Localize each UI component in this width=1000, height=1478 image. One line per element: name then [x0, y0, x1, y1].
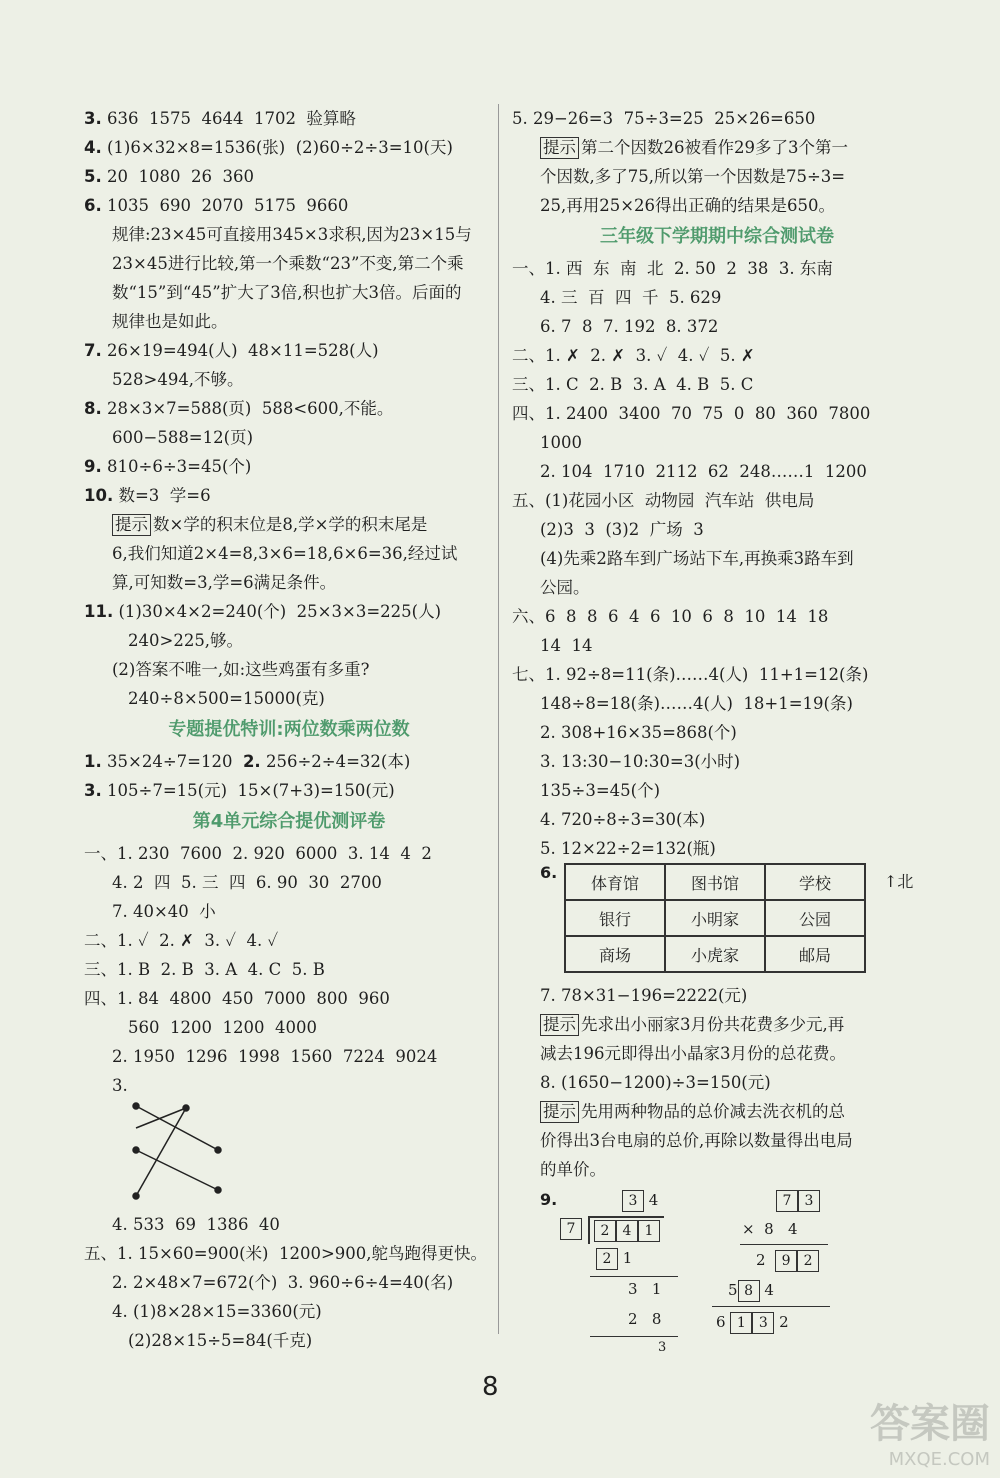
answer-line: 一、1. 西 东 南 北 2. 50 2 38 3. 东南 — [512, 259, 833, 278]
answer-line: 价得出3台电扇的总价,再除以数量得出电局 — [540, 1131, 853, 1150]
answer-line: 11. (1)30×4×2=240(个) 25×3×3=225(人) — [84, 602, 442, 621]
q6-rule-line: 规律:23×45可直接用345×3求积,因为23×15与 — [112, 225, 472, 244]
answer-line: 4. 2 四 5. 三 四 6. 90 30 2700 — [112, 873, 382, 892]
answer-line: 6. 7 8 7. 192 8. 372 — [540, 317, 719, 336]
answer-line: 三、1. B 2. B 3. A 4. C 5. B — [84, 960, 325, 979]
answer-line: (4)先乘2路车到广场站下车,再换乘3路车到 — [540, 549, 854, 568]
answer-line: 4. (1)8×28×15=3360(元) — [112, 1302, 322, 1321]
answer-line: 240÷8×500=15000(克) — [128, 689, 325, 708]
section-heading: 第4单元综合提优测评卷 — [192, 811, 386, 832]
watermark-logo: 答案圈 MXQE.COM — [870, 1400, 990, 1470]
diagram-line — [136, 1150, 218, 1190]
answer-line: 五、1. 15×60=900(米) 1200>900,鸵鸟跑得更快。 — [84, 1244, 488, 1263]
hint-label: 提示 — [540, 1101, 579, 1123]
answer-line: 600−588=12(页) — [112, 428, 254, 447]
map-table: 体育馆 图书馆 学校 银行 小明家 公园 商场 小虎家 邮局 — [564, 863, 866, 973]
diagram-point — [133, 1147, 139, 1153]
right-column — [512, 104, 922, 1370]
answer-line: 5. 20 1080 26 360 — [84, 167, 254, 186]
page-number: 8 — [482, 1372, 499, 1402]
answer-line: 7. 78×31−196=2222(元) — [540, 986, 748, 1005]
answer-line: 9. 810÷6÷3=45(个) — [84, 457, 252, 476]
diagram-point — [215, 1147, 221, 1153]
map-block: 6. 体育馆 图书馆 学校 银行 小明家 公园 商场 小虎家 邮局 ↑北 — [512, 863, 922, 981]
answer-line: 5. 29−26=3 75÷3=25 25×26=650 — [512, 109, 816, 128]
answer-line: 135÷3=45(个) — [540, 781, 661, 800]
answer-line: 1. 35×24÷7=120 2. 256÷2÷4=32(本) — [84, 752, 411, 771]
answer-line: 1000 — [540, 433, 582, 452]
answer-line: 2. 104 1710 2112 62 248……1 1200 — [540, 462, 867, 481]
answer-line: 四、1. 2400 3400 70 75 0 80 360 7800 — [512, 404, 871, 423]
answer-line: 公园。 — [540, 578, 590, 597]
answer-line: 3. 636 1575 4644 1702 验算略 — [84, 109, 356, 128]
answer-line: (2)答案不唯一,如:这些鸡蛋有多重? — [112, 660, 370, 679]
section-heading: 专题提优特训:两位数乘两位数 — [168, 719, 410, 740]
answer-line: 14 14 — [540, 636, 593, 655]
diagram-point — [215, 1187, 221, 1193]
left-column — [84, 104, 494, 1355]
line-diagram — [128, 1100, 248, 1210]
answer-line: 6,我们知道2×4=8,3×6=18,6×6=36,经过试 — [112, 544, 458, 563]
answer-line: 8. (1650−1200)÷3=150(元) — [540, 1073, 771, 1092]
answer-line: 8. 28×3×7=588(页) 588<600,不能。 — [84, 399, 394, 418]
answer-line: 3. 105÷7=15(元) 15×(7+3)=150(元) — [84, 781, 395, 800]
answer-line: 4. (1)6×32×8=1536(张) (2)60÷2÷3=10(天) — [84, 138, 453, 157]
section-heading: 三年级下学期期中综合测试卷 — [600, 226, 834, 247]
q9-block: 9. 3 4 7 2 4 1 2 1 3 1 2 8 3 7 3 × 8 4 2 9 2 5 8 4 6 1 3 2 — [512, 1190, 922, 1370]
answer-line: 5. 12×22÷2=132(瓶) — [540, 839, 716, 858]
answer-line: 五、(1)花园小区 动物园 汽车站 供电局 — [512, 491, 815, 510]
q6-rule-line: 规律也是如此。 — [112, 312, 228, 331]
answer-line: 560 1200 1200 4000 — [128, 1018, 317, 1037]
answer-line: 6. 1035 690 2070 5175 9660 — [84, 196, 349, 215]
q6-rule-line: 23×45进行比较,第一个乘数“23”不变,第二个乘 — [112, 254, 464, 273]
answer-line: 4. 533 69 1386 40 — [112, 1215, 280, 1234]
answer-line: 7. 26×19=494(人) 48×11=528(人) — [84, 341, 379, 360]
diagram-point — [133, 1103, 139, 1109]
answer-line: 个因数,多了75,所以第一个因数是75÷3= — [540, 167, 846, 186]
answer-line: 240>225,够。 — [128, 631, 244, 650]
answer-line: 六、6 8 8 6 4 6 10 6 8 10 14 18 — [512, 607, 829, 626]
answer-line: 提示 数×学的积末位是8,学×学的积末尾是 — [84, 510, 494, 539]
answer-line: (2)3 3 (3)2 广场 3 — [540, 520, 704, 539]
answer-line: 4. 720÷8÷3=30(本) — [540, 810, 706, 829]
hint-label: 提示 — [540, 1014, 579, 1036]
q6-rule-line: 数“15”到“45”扩大了3倍,积也扩大3倍。后面的 — [112, 283, 462, 302]
answer-line: 25,再用25×26得出正确的结果是650。 — [540, 196, 836, 215]
hint-label: 提示 — [540, 137, 579, 159]
hint-label: 提示 — [112, 514, 151, 536]
answer-line: 三、1. C 2. B 3. A 4. B 5. C — [512, 375, 754, 394]
answer-line: 3. 13:30−10:30=3(小时) — [540, 752, 741, 771]
answer-line: 四、1. 84 4800 450 7000 800 960 — [84, 989, 390, 1008]
answer-line: (2)28×15÷5=84(千克) — [128, 1331, 313, 1350]
answer-line: 4. 三 百 四 千 5. 629 — [540, 288, 722, 307]
answer-line: 528>494,不够。 — [112, 370, 244, 389]
diagram-point — [183, 1105, 189, 1111]
answer-line: 七、1. 92÷8=11(条)……4(人) 11+1=12(条) — [512, 665, 869, 684]
answer-line: 2. 2×48×7=672(个) 3. 960÷6÷4=40(名) — [112, 1273, 454, 1292]
answer-line: 7. 40×40 小 — [112, 902, 216, 921]
answer-line: 3. — [112, 1076, 128, 1095]
diagram-line — [136, 1108, 186, 1196]
north-arrow-icon: ↑北 — [884, 872, 914, 891]
answer-line: 二、1. ✗ 2. ✗ 3. ✓ 4. ✓ 5. ✗ — [512, 346, 755, 365]
answer-line: 提示 第二个因数26被看作29多了3个第一 — [512, 133, 922, 162]
answer-line: 的单价。 — [540, 1160, 606, 1179]
answer-line: 减去196元即得出小晶家3月份的总花费。 — [540, 1044, 846, 1063]
answer-line: 2. 1950 1296 1998 1560 7224 9024 — [112, 1047, 438, 1066]
answer-line: 2. 308+16×35=868(个) — [540, 723, 737, 742]
diagram-line — [136, 1106, 218, 1150]
answer-line: 148÷8=18(条)……4(人) 18+1=19(条) — [540, 694, 853, 713]
answer-line: 提示 先求出小丽家3月份共花费多少元,再 — [512, 1010, 922, 1039]
answer-line: 算,可知数=3,学=6满足条件。 — [112, 573, 337, 592]
answer-line: 10. 数=3 学=6 — [84, 486, 211, 505]
answer-line: 二、1. ✓ 2. ✗ 3. ✓ 4. ✓ — [84, 931, 279, 950]
diagram-point — [133, 1193, 139, 1199]
answer-line: 一、1. 230 7600 2. 920 6000 3. 14 4 2 — [84, 844, 432, 863]
column-divider — [498, 104, 499, 1334]
answer-line: 提示 先用两种物品的总价减去洗衣机的总 — [512, 1097, 922, 1126]
diagram-line — [136, 1108, 186, 1128]
